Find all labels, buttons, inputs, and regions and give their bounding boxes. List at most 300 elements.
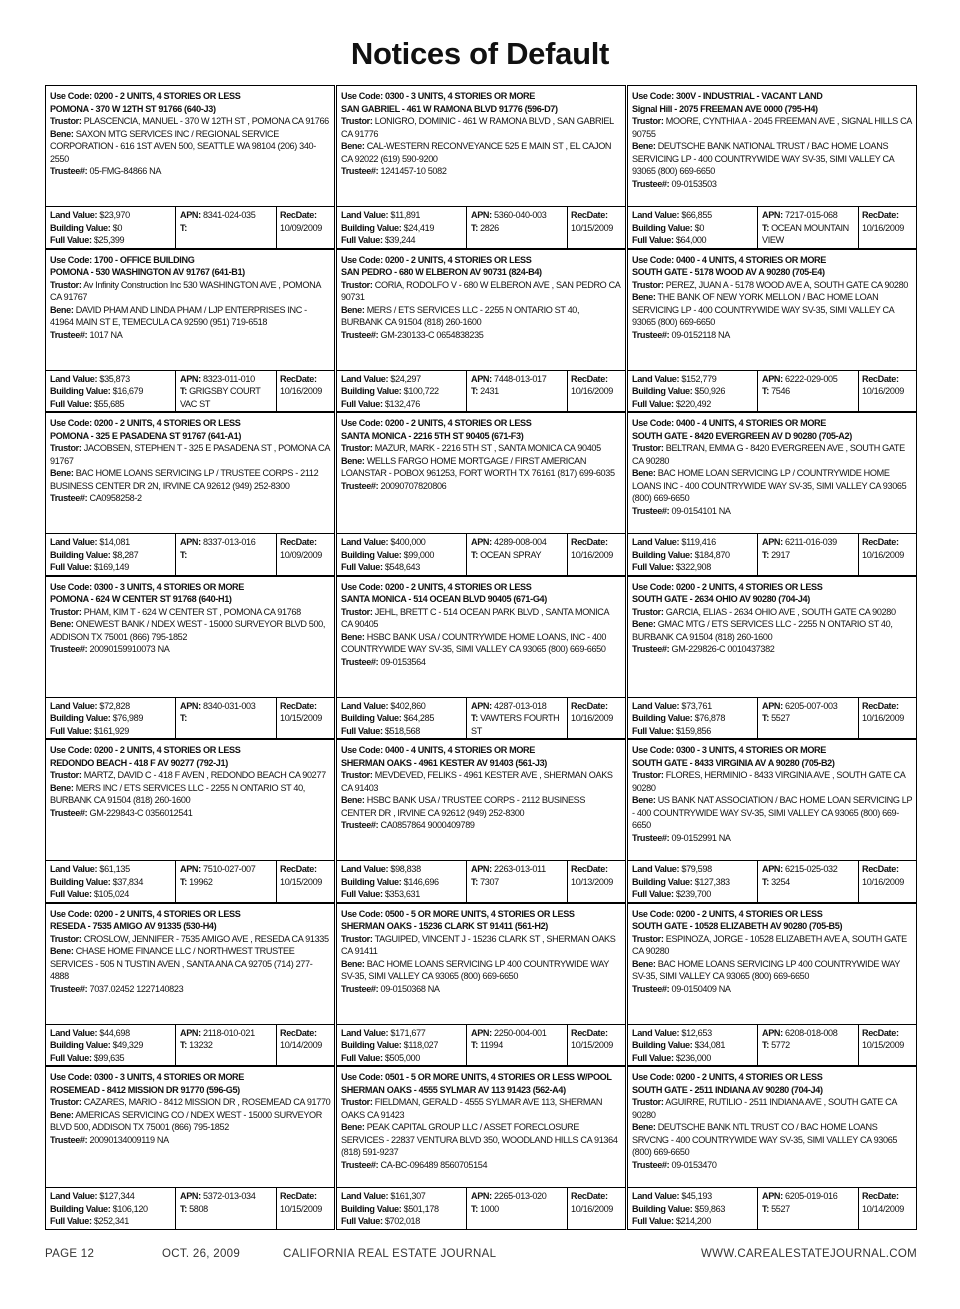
property-address	[632, 1084, 913, 1097]
recdate-label: RecDate:	[862, 537, 899, 547]
recdate-heading	[280, 536, 332, 549]
use-code	[632, 581, 913, 594]
full-value-label: Full Value:	[632, 562, 674, 573]
land-value-value: $119,416	[681, 537, 716, 547]
trustee-number	[632, 178, 913, 191]
property-address	[50, 757, 331, 770]
trustor-label: Trustor:	[341, 606, 373, 617]
trustee-number-label: Trustee#:	[632, 178, 670, 189]
tract-value: 5808	[189, 1203, 208, 1214]
full-value-value: $220,492	[675, 398, 711, 409]
notice-values	[627, 697, 917, 740]
trustee-number	[632, 1159, 913, 1172]
building-value-label: Building Value:	[632, 1203, 693, 1214]
apn	[762, 700, 855, 713]
trustor	[50, 442, 331, 467]
land-value-label: Land Value:	[50, 1191, 98, 1201]
land-value-value: $61,135	[99, 864, 130, 874]
value-cell	[628, 1188, 758, 1229]
recdate-cell	[859, 371, 916, 412]
apn-value: 2265-013-020	[494, 1191, 547, 1201]
apn-value: 6205-007-003	[785, 700, 838, 711]
notice-card	[45, 739, 335, 903]
apn	[471, 373, 564, 386]
full-value	[341, 561, 463, 574]
building-value-value: $118,027	[403, 1040, 439, 1051]
recdate-label: RecDate:	[571, 373, 608, 384]
use-code-value: Use Code: 300V - INDUSTRIAL - VACANT LAND	[632, 91, 823, 101]
full-value-label: Full Value:	[50, 562, 92, 573]
use-code-value: Use Code: 0200 - 2 UNITS, 4 STORIES OR LESS	[632, 581, 823, 592]
trustor	[341, 279, 622, 304]
trustor-label: Trustor:	[50, 770, 82, 780]
land-value-value: $72,828	[99, 700, 130, 711]
notice-details	[336, 1066, 626, 1187]
beneficiary-value: BAC HOME LOANS SERVICING LP / TRUSTEE CORPS - 2112 BUSINESS CENTER DR 2N, IRVINE CA 92612 (949) 252-8300	[50, 468, 319, 491]
beneficiary	[341, 140, 622, 165]
recdate-heading	[571, 1027, 623, 1040]
apn-value: 2250-004-001	[494, 1027, 547, 1038]
beneficiary-value: BAC HOME LOAN SERVICING LP / COUNTRYWIDE HOME LOANS INC - 400 COUNTRYWIDE WAY SV-35, SIMI VALLEY CA 93065 (800) 669-6650	[632, 468, 907, 503]
tract-label: T:	[471, 713, 478, 724]
building-value-label: Building Value:	[50, 1203, 111, 1214]
full-value	[632, 561, 754, 574]
beneficiary-value: BAC HOME LOANS SERVICING LP 400 COUNTRYWIDE WAY SV-35, SIMI VALLEY CA 93065 (800) 669-6650	[632, 958, 900, 981]
notice-details	[45, 739, 335, 860]
property-address-value: POMONA - 624 W CENTER ST 91768 (640-H1)	[50, 594, 232, 604]
use-code-value: Use Code: 0400 - 4 UNITS, 4 STORIES OR MORE	[632, 254, 826, 265]
use-code-value: Use Code: 0200 - 2 UNITS, 4 STORIES OR LESS	[50, 745, 241, 755]
trustee-number-label: Trustee#:	[632, 832, 670, 843]
building-value-value: $76,878	[694, 713, 726, 724]
notice-values	[627, 1024, 917, 1067]
building-value-label: Building Value:	[341, 386, 402, 397]
trustee-number-label: Trustee#:	[50, 1134, 88, 1145]
tract-label: T:	[762, 713, 769, 724]
trustor	[632, 933, 913, 958]
full-value	[50, 888, 172, 901]
building-value	[632, 1203, 754, 1216]
apn	[471, 536, 564, 549]
notice-card	[627, 412, 917, 576]
trustor-value: GARCIA, ELIAS - 2634 OHIO AVE , SOUTH GATE CA 90280	[665, 606, 896, 617]
beneficiary-value: WELLS FARGO HOME MORTGAGE / FIRST AMERICAN LOANSTAR - POBOX 961253, FORT WORTH TX 76161 (817) 699-6035	[341, 455, 615, 478]
apn	[762, 209, 855, 222]
apn-value: 6222-029-005	[785, 373, 838, 384]
land-value	[50, 209, 172, 222]
recdate-value: 10/16/2009	[571, 713, 614, 724]
land-value	[632, 373, 754, 386]
recdate-value: 10/15/2009	[280, 713, 323, 724]
tract-value: 5527	[771, 713, 790, 724]
recdate-line	[571, 222, 623, 235]
trustor	[341, 933, 622, 958]
beneficiary-value: HSBC BANK USA / COUNTRYWIDE HOME LOANS, INC - 400 COUNTRYWIDE WAY SV-35, SIMI VALLEY CA 93065 (800) 669-6650	[341, 631, 607, 654]
notice-card	[336, 412, 626, 576]
full-value	[50, 561, 172, 574]
recdate-line	[280, 1203, 332, 1216]
full-value	[632, 398, 754, 411]
trustor-value: Av Infinity Construction Inc 530 WASHINGTON AVE , POMONA CA 91767	[50, 279, 321, 302]
building-value	[341, 712, 463, 725]
land-value-value: $66,855	[681, 210, 712, 220]
land-value-value: $400,000	[390, 537, 426, 547]
value-cell	[628, 698, 758, 739]
apn	[180, 536, 273, 549]
apn	[180, 373, 273, 386]
notice-details	[336, 249, 626, 370]
building-value	[632, 222, 754, 235]
building-value-value: $16,679	[112, 386, 144, 397]
building-value-label: Building Value:	[50, 1040, 111, 1051]
beneficiary-value: BAC HOME LOANS SERVICING LP 400 COUNTRYWIDE WAY SV-35, SIMI VALLEY CA 93065 (800) 669-6650	[341, 958, 609, 981]
tract-value: 2826	[480, 222, 499, 233]
beneficiary-label: Bene:	[50, 468, 74, 478]
full-value-value: $55,685	[93, 398, 125, 409]
recdate-line	[280, 549, 332, 562]
beneficiary	[632, 958, 913, 983]
notice-details	[45, 249, 335, 370]
full-value-value: $105,024	[93, 889, 129, 900]
building-value-value: $37,834	[112, 876, 144, 887]
trustee-number-value: 09-0150409 NA	[671, 983, 731, 994]
use-code	[341, 744, 622, 757]
beneficiary-value: ONEWEST BANK / NDEX WEST - 15000 SURVEYOR BLVD 500, ADDISON TX 75001 (866) 795-1852	[50, 619, 326, 642]
building-value-label: Building Value:	[632, 549, 693, 560]
property-address	[50, 103, 331, 116]
beneficiary	[341, 631, 622, 656]
recdate-heading	[862, 1027, 914, 1040]
beneficiary-label: Bene:	[632, 468, 656, 478]
recdate-heading	[862, 373, 914, 386]
tract	[180, 222, 273, 235]
recdate-line	[280, 222, 332, 235]
land-value-value: $402,860	[390, 700, 426, 711]
property-address-value: ROSEMEAD - 8412 MISSION DR 91770 (596-G5)	[50, 1084, 240, 1095]
notice-row	[45, 1066, 917, 1230]
recdate-value: 10/15/2009	[280, 1203, 323, 1214]
trustee-number-value: GM-230133-C 0654838235	[380, 329, 484, 340]
notice-card	[627, 576, 917, 740]
recdate-heading	[280, 863, 332, 876]
building-value	[341, 876, 463, 889]
apn-value: 6215-025-032	[785, 864, 838, 874]
apn-label: APN:	[180, 864, 201, 874]
tract-value: 7546	[771, 386, 790, 397]
tract-value: 13232	[189, 1040, 213, 1051]
notice-details	[336, 412, 626, 533]
beneficiary-label: Bene:	[632, 1122, 656, 1132]
website-link[interactable]: WWW.CAREALESTATEJOURNAL.COM	[701, 1248, 917, 1260]
trustee-number-value: 09-0152118 NA	[671, 329, 730, 340]
notice-card	[627, 903, 917, 1067]
land-value	[632, 863, 754, 876]
beneficiary-label: Bene:	[341, 455, 365, 466]
use-code-value: Use Code: 0400 - 4 UNITS, 4 STORIES OR MORE	[341, 745, 535, 755]
beneficiary-label: Bene:	[632, 619, 656, 629]
full-value-value: $236,000	[675, 1052, 711, 1063]
property-address	[632, 593, 913, 606]
full-value-value: $169,149	[93, 562, 129, 573]
trustee-number-label: Trustee#:	[50, 329, 88, 340]
trustor	[632, 1096, 913, 1121]
trustee-number-value: 7037.02452 1227140823	[89, 983, 184, 994]
trustor-label: Trustor:	[50, 279, 82, 290]
use-code-value: Use Code: 0200 - 2 UNITS, 4 STORIES OR LESS	[632, 1072, 823, 1082]
beneficiary	[341, 958, 622, 983]
full-value-value: $252,341	[93, 1216, 129, 1227]
recdate-label: RecDate:	[280, 1191, 317, 1201]
recdate-heading	[862, 209, 914, 222]
trustee-number-value: 05-FMG-84866 NA	[89, 166, 162, 176]
property-address-value: RESEDA - 7535 AMIGO AV 91335 (530-H4)	[50, 921, 217, 931]
trustee-number	[632, 643, 913, 656]
land-value-label: Land Value:	[341, 700, 389, 711]
land-value	[632, 536, 754, 549]
apn-label: APN:	[762, 373, 783, 384]
full-value-label: Full Value:	[632, 1216, 674, 1227]
beneficiary-label: Bene:	[50, 946, 74, 956]
tract-label: T:	[471, 1040, 478, 1051]
use-code	[50, 90, 331, 103]
use-code	[632, 417, 913, 430]
apn	[762, 536, 855, 549]
use-code-value: Use Code: 0300 - 3 UNITS, 4 STORIES OR MORE	[341, 91, 535, 101]
use-code	[341, 1071, 622, 1084]
beneficiary-value: SAXON MTG SERVICES INC / REGIONAL SERVICE CORPORATION - 616 1ST AVEN 500, SEATTLE WA 98104 (206) 340-2550	[50, 128, 316, 164]
full-value-label: Full Value:	[341, 1052, 383, 1063]
apn	[471, 1190, 564, 1203]
recdate-line	[862, 876, 914, 889]
use-code-value: Use Code: 0300 - 3 UNITS, 4 STORIES OR MORE	[50, 1072, 244, 1082]
building-value-label: Building Value:	[50, 713, 111, 724]
tract-label: T:	[471, 1203, 478, 1214]
apn-value: 8341-024-035	[203, 210, 256, 220]
land-value	[50, 700, 172, 713]
notice-details	[627, 85, 917, 206]
notice-values	[627, 370, 917, 413]
land-value-value: $98,838	[390, 864, 421, 874]
property-address	[632, 266, 913, 279]
notice-details	[627, 903, 917, 1024]
trustor-label: Trustor:	[50, 606, 82, 617]
building-value	[50, 549, 172, 562]
use-code	[50, 744, 331, 757]
trustee-number-label: Trustee#:	[50, 493, 88, 503]
apn	[762, 863, 855, 876]
land-value	[50, 1190, 172, 1203]
building-value-value: $76,989	[112, 713, 144, 724]
property-address-value: POMONA - 530 WASHINGTON AV 91767 (641-B1)	[50, 267, 245, 277]
use-code	[632, 744, 913, 757]
land-value-label: Land Value:	[341, 1191, 389, 1201]
land-value	[50, 1027, 172, 1040]
full-value-label: Full Value:	[341, 562, 383, 573]
beneficiary-value: GMAC MTG / ETS SERVICES LLC - 2255 N ONTARIO ST 40, BURBANK CA 91504 (818) 260-1600	[632, 619, 893, 642]
full-value	[50, 398, 172, 411]
tract-label: T:	[180, 1203, 187, 1214]
land-value	[341, 700, 463, 713]
building-value-label: Building Value:	[50, 222, 111, 233]
apn-cell	[467, 698, 568, 739]
apn-value: 7510-027-007	[203, 864, 256, 874]
trustee-number-value: GM-229843-C 0356012541	[89, 807, 193, 818]
recdate-label: RecDate:	[862, 210, 899, 220]
tract-label: T:	[762, 876, 769, 887]
tract-value: 3254	[771, 876, 790, 887]
building-value-label: Building Value:	[632, 713, 693, 724]
beneficiary-value: DEUTSCHE BANK NTL TRUST CO / BAC HOME LOANS SRVCNG - 400 COUNTRYWIDE WAY SV-35, SIMI VALLEY CA 93065 (800) 669-6650	[632, 1122, 898, 1157]
building-value	[341, 385, 463, 398]
property-address-value: SHERMAN OAKS - 15236 CLARK ST 91411 (561-H2)	[341, 921, 548, 931]
land-value	[50, 863, 172, 876]
recdate-heading	[862, 536, 914, 549]
full-value-value: $702,018	[384, 1216, 420, 1227]
trustee-number-value: GM-229826-C 0010437382	[671, 644, 775, 654]
apn-label: APN:	[180, 210, 201, 220]
building-value-label: Building Value:	[50, 876, 111, 887]
recdate-label: RecDate:	[571, 210, 608, 220]
recdate-heading	[280, 1190, 332, 1203]
apn-cell	[176, 861, 277, 902]
tract	[471, 1039, 564, 1052]
building-value-label: Building Value:	[632, 222, 693, 233]
tract-value: 5772	[771, 1040, 790, 1051]
trustor	[341, 769, 622, 794]
beneficiary	[50, 467, 331, 492]
recdate-value: 10/16/2009	[571, 549, 614, 560]
apn-cell	[467, 1025, 568, 1066]
beneficiary-value: AMERICAS SERVICING CO / NDEX WEST - 15000 SURVEYOR BLVD 500, ADDISON TX 75001 (866) 795-1852	[50, 1109, 322, 1132]
property-address-value: SOUTH GATE - 2634 OHIO AV 90280 (704-J4)	[632, 594, 810, 604]
notice-details	[336, 739, 626, 860]
full-value	[341, 398, 463, 411]
trustee-number-label: Trustee#:	[632, 329, 670, 340]
trustor-value: PLASCENCIA, MANUEL - 370 W 12TH ST , POMONA CA 91766	[83, 116, 329, 126]
trustee-number	[50, 329, 331, 342]
land-value-label: Land Value:	[341, 864, 389, 874]
full-value-label: Full Value:	[632, 1052, 674, 1063]
recdate-cell	[859, 1025, 916, 1066]
beneficiary	[632, 618, 913, 643]
building-value-label: Building Value:	[632, 386, 693, 397]
land-value-label: Land Value:	[632, 537, 680, 547]
land-value	[341, 373, 463, 386]
building-value-label: Building Value:	[341, 222, 402, 233]
trustor	[341, 115, 622, 140]
trustee-number-label: Trustee#:	[341, 1159, 379, 1170]
beneficiary-value: THE BANK OF NEW YORK MELLON / BAC HOME LOAN SERVICING LP - 400 COUNTRYWIDE WAY SV-35, SIMI VALLEY CA 93065 (800) 669-6650	[632, 292, 894, 327]
land-value	[341, 1190, 463, 1203]
trustee-number-label: Trustee#:	[341, 166, 379, 176]
apn-cell	[758, 207, 859, 248]
property-address	[341, 920, 622, 933]
property-address-value: REDONDO BEACH - 418 F AV 90277 (792-J1)	[50, 757, 228, 768]
notice-values	[45, 206, 335, 249]
apn-label: APN:	[471, 1027, 492, 1038]
building-value-value: $99,000	[403, 549, 435, 560]
trustor-value: JEHL, BRETT C - 514 OCEAN PARK BLVD , SANTA MONICA CA 90405	[341, 606, 609, 629]
notice-card	[627, 249, 917, 413]
apn	[471, 1027, 564, 1040]
use-code	[632, 90, 913, 103]
trustee-number	[341, 480, 622, 493]
tract	[762, 549, 855, 562]
full-value-label: Full Value:	[50, 725, 92, 736]
building-value-value: $100,722	[403, 386, 439, 397]
land-value	[341, 863, 463, 876]
use-code-value: Use Code: 0400 - 4 UNITS, 4 STORIES OR MORE	[632, 418, 826, 428]
trustee-number-label: Trustee#:	[341, 656, 379, 667]
beneficiary	[632, 291, 913, 329]
notice-values	[336, 697, 626, 740]
apn-cell	[176, 1188, 277, 1229]
recdate-line	[280, 1039, 332, 1052]
land-value-label: Land Value:	[50, 864, 98, 874]
recdate-value: 10/15/2009	[571, 1040, 614, 1051]
trustee-number-label: Trustee#:	[632, 983, 670, 994]
tract	[180, 385, 273, 410]
full-value-label: Full Value:	[50, 398, 92, 409]
full-value-label: Full Value:	[50, 235, 92, 246]
land-value-label: Land Value:	[632, 864, 680, 874]
trustee-number	[50, 1134, 331, 1147]
use-code-value: Use Code: 0200 - 2 UNITS, 4 STORIES OR LESS	[632, 908, 823, 919]
trustee-number-value: 1017 NA	[89, 329, 123, 340]
trustor-label: Trustor:	[341, 1097, 373, 1107]
beneficiary	[632, 140, 913, 178]
full-value	[341, 234, 463, 247]
full-value-value: $518,568	[384, 725, 420, 736]
property-address	[50, 593, 331, 606]
trustor-value: FLORES, HERMINIO - 8433 VIRGINIA AVE , SOUTH GATE CA 90280	[632, 770, 905, 793]
beneficiary-value: CHASE HOME FINANCE LLC / NORTHWEST TRUSTEE SERVICES - 505 N TUSTIN AVEN , SANTA ANA CA 92705 (714) 277-4888	[50, 946, 313, 981]
trustee-number	[341, 165, 622, 178]
notice-values	[45, 697, 335, 740]
publication-name: CALIFORNIA REAL ESTATE JOURNAL	[283, 1248, 497, 1260]
building-value-label: Building Value:	[341, 713, 402, 724]
recdate-line	[571, 549, 623, 562]
property-address-value: SANTA MONICA - 514 OCEAN BLVD 90405 (671-G4)	[341, 594, 547, 604]
recdate-line	[571, 1203, 623, 1216]
full-value	[341, 1215, 463, 1228]
building-value	[50, 876, 172, 889]
trustee-number-label: Trustee#:	[341, 329, 379, 340]
recdate-cell	[277, 207, 334, 248]
notice-details	[45, 576, 335, 697]
full-value-value: $353,631	[384, 889, 420, 900]
building-value	[632, 385, 754, 398]
land-value-value: $152,779	[681, 373, 717, 384]
land-value	[50, 536, 172, 549]
apn-label: APN:	[471, 700, 492, 711]
beneficiary-value: MERS INC / ETS SERVICES LLC - 2255 N ONTARIO ST 40, BURBANK CA 91504 (818) 260-1600	[50, 782, 305, 805]
land-value-value: $79,598	[681, 864, 712, 874]
trustor-label: Trustor:	[632, 116, 664, 126]
beneficiary-label: Bene:	[341, 795, 365, 805]
use-code-value: Use Code: 0200 - 2 UNITS, 4 STORIES OR LESS	[341, 254, 532, 265]
apn-value: 2118-010-021	[203, 1027, 255, 1038]
trustee-number	[632, 329, 913, 342]
apn-label: APN:	[180, 373, 201, 384]
recdate-value: 10/13/2009	[571, 876, 614, 887]
use-code	[341, 254, 622, 267]
page-footer	[45, 1248, 917, 1264]
apn	[180, 1027, 273, 1040]
value-cell	[46, 534, 176, 575]
full-value-label: Full Value:	[50, 889, 92, 900]
full-value-label: Full Value:	[50, 1052, 92, 1063]
